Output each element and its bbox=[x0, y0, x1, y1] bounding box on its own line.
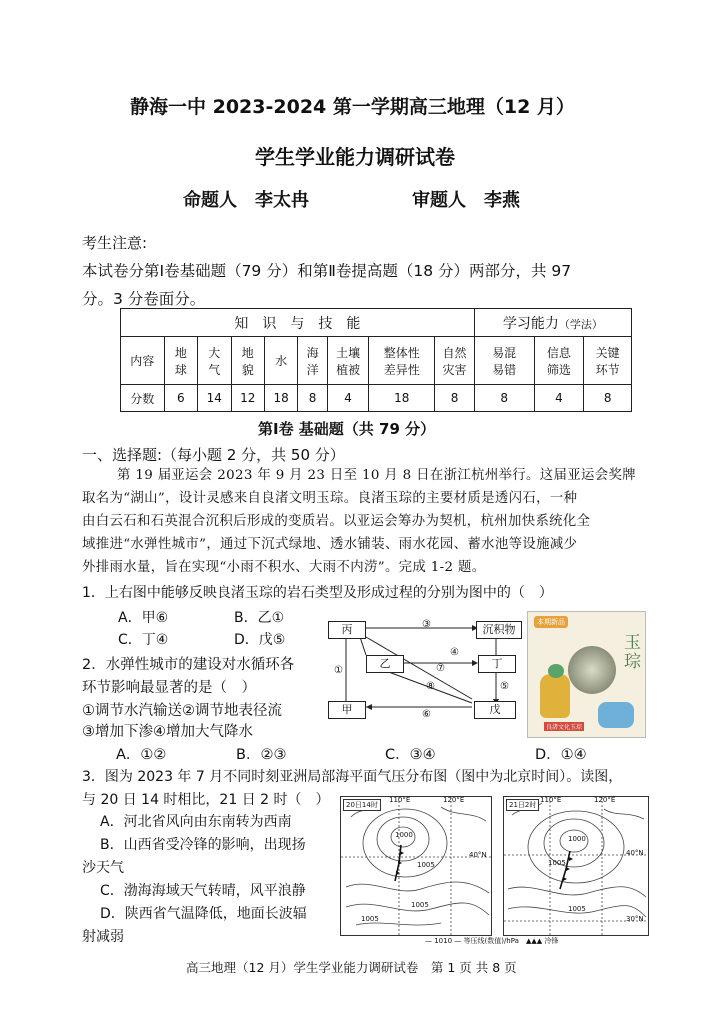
q2-statement-1: ①调节水汽输送②调节地表径流 bbox=[82, 703, 282, 719]
table-cell: 大 气 bbox=[198, 337, 231, 385]
q2-option-d[interactable]: D．①④ bbox=[535, 747, 587, 763]
arrow-label: ① bbox=[334, 665, 343, 676]
isobar-value: 1005 bbox=[417, 861, 435, 869]
passage-line: 第 19 届亚运会 2023 年 9 月 23 日至 10 月 8 日在浙江杭州举行。这届亚运会奖牌 bbox=[117, 468, 636, 483]
latitude-label: 40°N bbox=[626, 849, 644, 857]
table-group-knowledge: 知 识 与 技 能 bbox=[121, 309, 475, 337]
table-row bbox=[121, 385, 632, 412]
longitude-label: 110°E bbox=[540, 796, 562, 804]
poster-title: 玉琮 bbox=[624, 633, 641, 672]
table-cell: 土壤 植被 bbox=[327, 337, 369, 385]
question-3-stem-cont: 与 20 日 14 时相比，21 日 2 时（ ） bbox=[82, 792, 330, 808]
map-legend: — 1010 — 等压线(数值)/hPa ▲▲▲ 冷锋 bbox=[425, 937, 559, 945]
page-title: 静海一中 2023-2024 第一学期高三地理（12 月） bbox=[130, 96, 575, 118]
latitude-label: 40°N bbox=[469, 851, 487, 859]
table-cell: 18 bbox=[369, 385, 435, 412]
rock-box-ding: 丁 bbox=[478, 655, 516, 673]
part-heading: 一、选择题:（每小题 2 分，共 50 分） bbox=[82, 446, 345, 464]
question-2-stem: 2．水弹性城市的建设对水循环各 bbox=[82, 657, 295, 673]
q3-option-d[interactable]: D．陕西省气温降低，地面长波辐 bbox=[100, 906, 307, 922]
arrow-label: ⑥ bbox=[422, 709, 431, 720]
passage-line: 取名为“湖山”，设计灵感来自良渚文明玉琮。良渚玉琮的主要材质是透闪石，一种 bbox=[82, 491, 578, 506]
q3-option-d-cont: 射减弱 bbox=[82, 929, 124, 945]
jade-cong-image bbox=[568, 646, 616, 694]
poster-caption: 良渚文化玉琮 bbox=[546, 724, 583, 731]
table-cell: 8 bbox=[435, 385, 475, 412]
isobar-value: 1005 bbox=[411, 901, 429, 909]
map-time-label: 21日2时 bbox=[506, 799, 539, 811]
table-cell: 地 球 bbox=[164, 337, 197, 385]
q2-option-b[interactable]: B．②③ bbox=[236, 747, 287, 763]
isobar-value: 1000 bbox=[568, 835, 586, 843]
table-cell: 自然 灾害 bbox=[435, 337, 475, 385]
notice-label: 考生注意: bbox=[82, 234, 148, 252]
table-cell: 水 bbox=[264, 337, 297, 385]
q1-option-c[interactable]: C．丁④ bbox=[118, 632, 169, 648]
q1-option-a[interactable]: A．甲⑥ bbox=[118, 610, 169, 626]
pressure-map-right bbox=[503, 796, 649, 936]
map-time-label: 20日14时 bbox=[343, 799, 381, 811]
arrow-label: ④ bbox=[450, 647, 459, 658]
q2-option-a[interactable]: A．①② bbox=[116, 747, 167, 763]
rock-box-bing: 丙 bbox=[328, 621, 366, 639]
mascot-image bbox=[540, 674, 570, 718]
table-cell: 14 bbox=[198, 385, 231, 412]
table-cell: 8 bbox=[584, 385, 632, 412]
rock-box-sediment: 沉积物 bbox=[476, 621, 522, 639]
table-cell: 关键 环节 bbox=[584, 337, 632, 385]
arrow-label: ⑧ bbox=[426, 681, 435, 692]
q2-option-c[interactable]: C．③④ bbox=[385, 747, 436, 763]
passage-line: 外排雨水量，旨在实现“小雨不积水、大雨不内涝”。完成 1-2 题。 bbox=[82, 560, 486, 575]
rock-cycle-diagram bbox=[326, 619, 522, 731]
notice-text: 本试卷分第Ⅰ卷基础题（79 分）和第Ⅱ卷提高题（18 分）两部分，共 97 bbox=[82, 262, 572, 280]
question-1-stem: 1．上右图中能够反映良渚玉琮的岩石类型及形成过程的分别为图中的（ ） bbox=[82, 585, 553, 601]
page-footer: 高三地理（12 月）学生学业能力调研试卷 第 1 页 共 8 页 bbox=[186, 960, 517, 975]
mascot-head bbox=[548, 664, 564, 678]
table-cell: 18 bbox=[264, 385, 297, 412]
table-cell: 8 bbox=[474, 385, 534, 412]
q2-statement-2: ③增加下渗④增加大气降水 bbox=[82, 724, 253, 740]
row-label-content: 内容 bbox=[121, 337, 165, 385]
poster-banner: 本期新品 bbox=[534, 616, 568, 628]
isobar-value: 1005 bbox=[548, 859, 566, 867]
isobar-value: 1005 bbox=[568, 905, 586, 913]
isobar-value: 1000 bbox=[395, 831, 413, 839]
notice-text-cont: 分。3 分卷面分。 bbox=[82, 290, 206, 308]
section-title: 第Ⅰ卷 基础题（共 79 分） bbox=[258, 420, 436, 438]
q3-option-b-cont: 沙天气 bbox=[82, 860, 124, 876]
reviewer-name: 审题人 李燕 bbox=[412, 190, 520, 211]
latitude-label: 30°N bbox=[626, 915, 644, 923]
q1-option-d[interactable]: D．戊⑤ bbox=[234, 632, 286, 648]
table-cell: 易混 易错 bbox=[474, 337, 534, 385]
question-2-stem-cont: 环节影响最显著的是（ ） bbox=[82, 680, 256, 696]
arrow-label: ③ bbox=[422, 619, 431, 630]
pressure-map-left bbox=[340, 796, 492, 936]
setter-name: 命题人 李太冉 bbox=[183, 190, 309, 211]
jade-cong-poster bbox=[527, 611, 646, 738]
mascot-figures bbox=[598, 702, 634, 728]
table-cell: 6 bbox=[164, 385, 197, 412]
page-subtitle: 学生学业能力调研试卷 bbox=[255, 145, 455, 169]
arrow-label: ⑦ bbox=[436, 663, 445, 674]
table-cell: 海 洋 bbox=[298, 337, 327, 385]
arrow-label: ⑤ bbox=[500, 681, 509, 692]
table-cell: 4 bbox=[327, 385, 369, 412]
table-row bbox=[121, 337, 632, 385]
question-3-stem: 3．图为 2023 年 7 月不同时刻亚洲局部海平面气压分布图（图中为北京时间）。读图， bbox=[82, 769, 623, 785]
row-label-score: 分数 bbox=[121, 385, 165, 412]
table-cell: 地 貌 bbox=[231, 337, 264, 385]
table-group-ability: 学习能力（学法） bbox=[474, 309, 631, 337]
longitude-label: 120°E bbox=[594, 796, 616, 804]
rock-box-jia: 甲 bbox=[328, 701, 366, 719]
table-cell: 12 bbox=[231, 385, 264, 412]
isobar-value: 1005 bbox=[361, 915, 379, 923]
table-cell: 信息 筛选 bbox=[534, 337, 584, 385]
passage-line: 域推进“水弹性城市”，通过下沉式绿地、透水铺装、雨水花园、蓄水池等设施减少 bbox=[82, 537, 578, 552]
q1-option-b[interactable]: B．乙① bbox=[234, 610, 285, 626]
passage-line: 由白云石和石英混合沉积后形成的变质岩。以亚运会筹办为契机，杭州加快系统化全 bbox=[82, 514, 591, 529]
q3-option-b[interactable]: B．山西省受冷锋的影响，出现扬 bbox=[100, 837, 306, 853]
rock-box-yi: 乙 bbox=[366, 655, 404, 673]
score-table bbox=[120, 308, 632, 412]
q3-option-c[interactable]: C．渤海海域天气转晴，风平浪静 bbox=[100, 883, 306, 899]
longitude-label: 110°E bbox=[389, 796, 411, 804]
q3-option-a[interactable]: A．河北省风向由东南转为西南 bbox=[100, 814, 292, 830]
longitude-label: 120°E bbox=[443, 796, 465, 804]
table-cell: 整体性 差异性 bbox=[369, 337, 435, 385]
table-cell: 4 bbox=[534, 385, 584, 412]
table-cell: 8 bbox=[298, 385, 327, 412]
rock-box-wu: 戊 bbox=[474, 701, 516, 719]
